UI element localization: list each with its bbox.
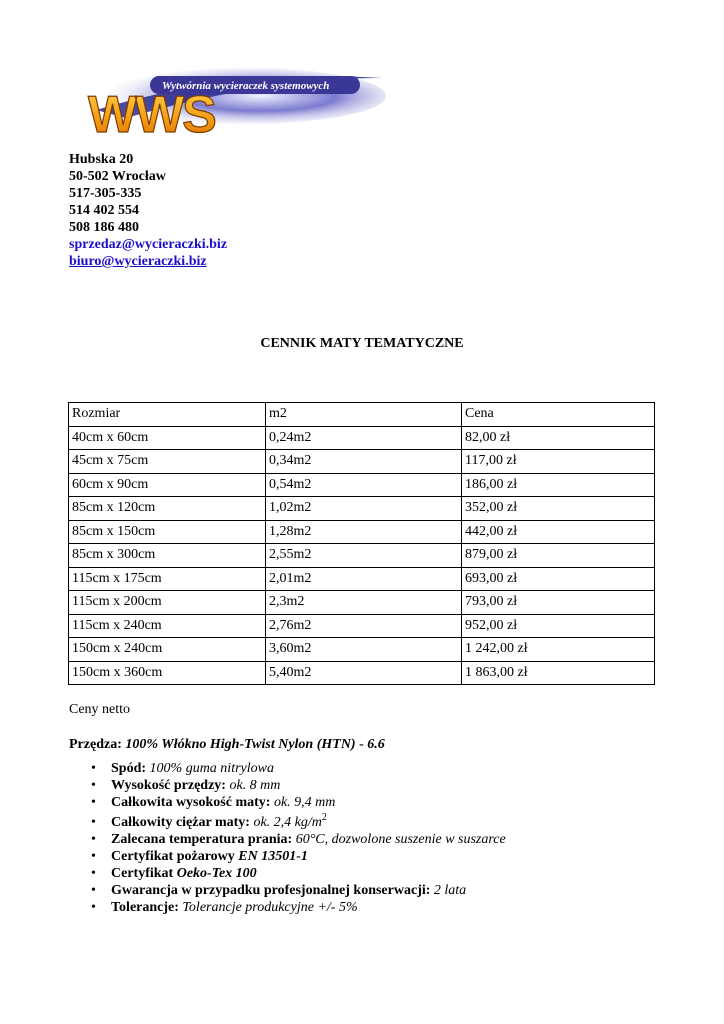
- cell-price: 879,00 zł: [462, 544, 655, 568]
- table-row: [69, 450, 655, 474]
- spec-value: Oeko-Tex 100: [176, 866, 257, 881]
- list-item: [87, 811, 506, 831]
- cell-size: 115cm x 240cm: [69, 614, 266, 638]
- header-size: Rozmiar: [69, 403, 266, 427]
- phone-1: 517-305-335: [69, 186, 142, 201]
- cell-price: 1 863,00 zł: [462, 661, 655, 685]
- cell-price: 352,00 zł: [462, 497, 655, 521]
- cell-price: 186,00 zł: [462, 473, 655, 497]
- cell-price: 1 242,00 zł: [462, 638, 655, 662]
- table-row: [69, 520, 655, 544]
- cell-area: 2,01m2: [266, 567, 462, 591]
- logo-tagline: Wytwórnia wycieraczek systemowych: [162, 80, 330, 92]
- spec-label: Całkowity ciężar maty:: [111, 815, 250, 830]
- spec-label: Tolerancje:: [111, 900, 179, 915]
- list-item: [87, 794, 506, 811]
- street-address: Hubska 20: [69, 152, 134, 167]
- logo-wordmark: WWS: [88, 86, 215, 140]
- spec-value: ok. 9,4 mm: [273, 795, 336, 810]
- cell-price: 442,00 zł: [462, 520, 655, 544]
- list-item: [87, 831, 506, 848]
- phone-3: 508 186 480: [69, 220, 139, 235]
- cell-size: 45cm x 75cm: [69, 450, 266, 474]
- cell-area: 1,28m2: [266, 520, 462, 544]
- spec-value: 60°C, dozwolone suszenie w suszarce: [295, 832, 506, 847]
- table-row: [69, 661, 655, 685]
- cell-price: 693,00 zł: [462, 567, 655, 591]
- table-header-row: [69, 403, 655, 427]
- table-row: [69, 473, 655, 497]
- cell-area: 0,54m2: [266, 473, 462, 497]
- header-price: Cena: [462, 403, 655, 427]
- header-area: m2: [266, 403, 462, 427]
- cell-price: 82,00 zł: [462, 426, 655, 450]
- spec-value: EN 13501-1: [238, 849, 308, 864]
- cell-size: 40cm x 60cm: [69, 426, 266, 450]
- city-postcode: 50-502 Wrocław: [69, 169, 166, 184]
- cell-size: 85cm x 300cm: [69, 544, 266, 568]
- cell-price: 952,00 zł: [462, 614, 655, 638]
- email-sales-link[interactable]: sprzedaz@wycieraczki.biz: [69, 237, 228, 252]
- cell-size: 115cm x 175cm: [69, 567, 266, 591]
- spec-label: Wysokość przędzy:: [111, 778, 226, 793]
- cell-size: 150cm x 360cm: [69, 661, 266, 685]
- spec-value: 2 lata: [433, 883, 467, 898]
- table-row: [69, 614, 655, 638]
- table-row: [69, 544, 655, 568]
- spec-label: Gwarancja w przypadku profesjonalnej konserwacji:: [111, 883, 431, 898]
- list-item: [87, 865, 506, 882]
- cell-area: 3,60m2: [266, 638, 462, 662]
- specs-list: [87, 760, 506, 916]
- list-item: [87, 760, 506, 777]
- table-row: [69, 638, 655, 662]
- yarn-label: Przędza:: [69, 737, 122, 752]
- cell-size: 85cm x 150cm: [69, 520, 266, 544]
- spec-value: Tolerancje produkcyjne +/- 5%: [182, 900, 358, 915]
- table-row: [69, 591, 655, 615]
- cell-area: 2,3m2: [266, 591, 462, 615]
- spec-value: 100% guma nitrylowa: [149, 761, 274, 776]
- list-item: [87, 882, 506, 899]
- list-item: [87, 899, 506, 916]
- spec-label: Spód:: [111, 761, 147, 776]
- cell-area: 2,76m2: [266, 614, 462, 638]
- cell-price: 793,00 zł: [462, 591, 655, 615]
- price-table: [68, 402, 655, 685]
- cell-area: 5,40m2: [266, 661, 462, 685]
- company-logo: [66, 66, 386, 140]
- yarn-line: [69, 737, 385, 753]
- logo-graphic: [66, 66, 386, 140]
- cell-size: 150cm x 240cm: [69, 638, 266, 662]
- cell-price: 117,00 zł: [462, 450, 655, 474]
- cell-size: 115cm x 200cm: [69, 591, 266, 615]
- yarn-value: 100% Włókno High-Twist Nylon (HTN) - 6.6: [125, 737, 385, 752]
- list-item: [87, 848, 506, 865]
- spec-label: Zalecana temperatura prania:: [111, 832, 293, 847]
- cell-area: 2,55m2: [266, 544, 462, 568]
- spec-label: Całkowita wysokość maty:: [111, 795, 271, 810]
- phone-2: 514 402 554: [69, 203, 139, 218]
- cell-area: 1,02m2: [266, 497, 462, 521]
- cell-area: 0,24m2: [266, 426, 462, 450]
- spec-superscript: 2: [321, 812, 327, 823]
- table-row: [69, 426, 655, 450]
- net-prices-note: Ceny netto: [69, 702, 131, 717]
- spec-label: Certyfikat: [111, 866, 174, 881]
- table-row: [69, 497, 655, 521]
- table-row: [69, 567, 655, 591]
- email-office-link[interactable]: biuro@wycieraczki.biz: [69, 254, 207, 269]
- list-item: [87, 777, 506, 794]
- cell-area: 0,34m2: [266, 450, 462, 474]
- spec-value: ok. 2,4 kg/m: [253, 815, 322, 830]
- document-title: CENNIK MATY TEMATYCZNE: [260, 336, 464, 351]
- contact-block: [69, 151, 227, 270]
- spec-value: ok. 8 mm: [229, 778, 281, 793]
- cell-size: 60cm x 90cm: [69, 473, 266, 497]
- cell-size: 85cm x 120cm: [69, 497, 266, 521]
- spec-label: Certyfikat pożarowy: [111, 849, 235, 864]
